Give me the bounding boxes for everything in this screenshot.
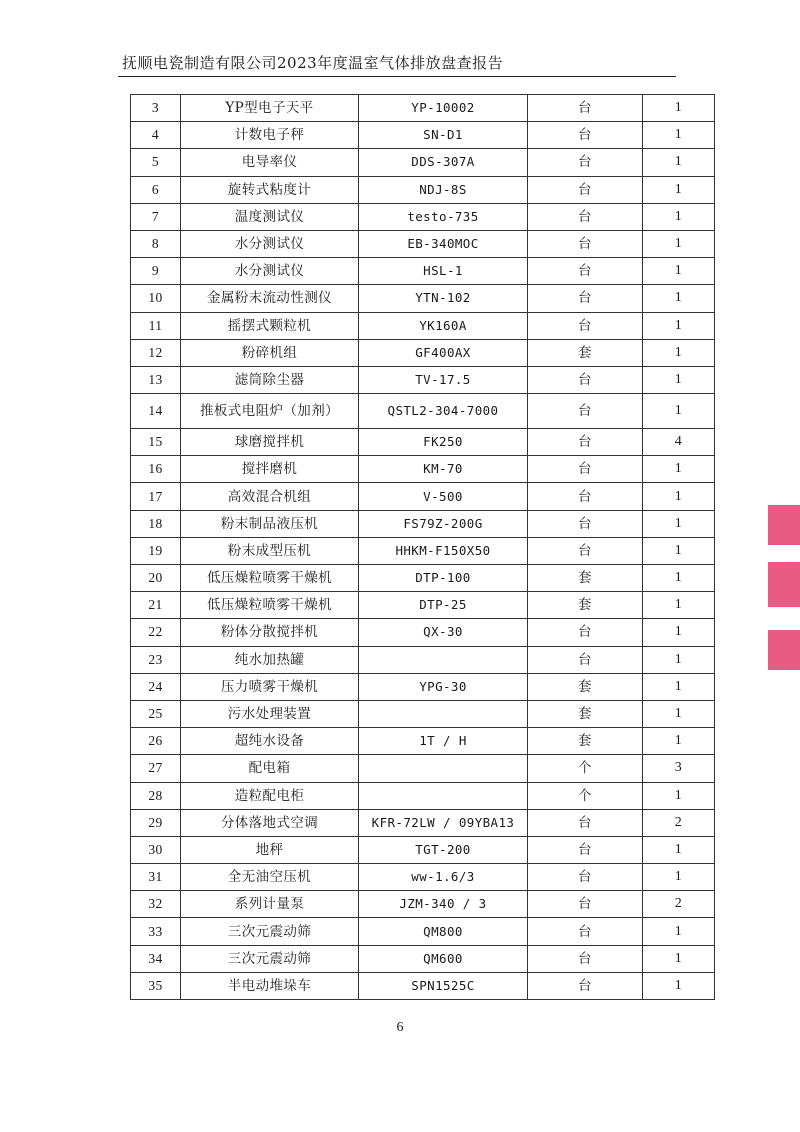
equipment-quantity: 1 xyxy=(643,619,715,646)
equipment-quantity: 1 xyxy=(643,366,715,393)
equipment-unit: 套 xyxy=(528,728,643,755)
table-row xyxy=(131,122,715,149)
header-divider xyxy=(118,76,676,77)
equipment-unit: 台 xyxy=(528,394,643,429)
row-number: 4 xyxy=(131,122,181,149)
row-number: 15 xyxy=(131,429,181,456)
equipment-name: 粉碎机组 xyxy=(181,339,359,366)
equipment-model: YP-10002 xyxy=(359,95,528,122)
equipment-model: FS79Z-200G xyxy=(359,510,528,537)
equipment-quantity: 1 xyxy=(643,203,715,230)
equipment-name: 高效混合机组 xyxy=(181,483,359,510)
equipment-model: V-500 xyxy=(359,483,528,510)
equipment-unit: 台 xyxy=(528,619,643,646)
equipment-quantity: 1 xyxy=(643,864,715,891)
equipment-name: 地秤 xyxy=(181,836,359,863)
table-row xyxy=(131,285,715,312)
equipment-name: 全无油空压机 xyxy=(181,864,359,891)
equipment-unit: 台 xyxy=(528,95,643,122)
equipment-model: JZM-340 / 3 xyxy=(359,891,528,918)
table-row xyxy=(131,891,715,918)
equipment-model: SPN1525C xyxy=(359,972,528,999)
equipment-name: 搅拌磨机 xyxy=(181,456,359,483)
row-number: 9 xyxy=(131,258,181,285)
row-number: 7 xyxy=(131,203,181,230)
table-row xyxy=(131,230,715,257)
row-number: 32 xyxy=(131,891,181,918)
table-row xyxy=(131,782,715,809)
table-row xyxy=(131,972,715,999)
table-row xyxy=(131,945,715,972)
table-row xyxy=(131,836,715,863)
equipment-name: 金属粉末流动性测仪 xyxy=(181,285,359,312)
equipment-quantity: 1 xyxy=(643,339,715,366)
equipment-unit: 台 xyxy=(528,456,643,483)
equipment-name: 配电箱 xyxy=(181,755,359,782)
table-row xyxy=(131,565,715,592)
row-number: 21 xyxy=(131,592,181,619)
equipment-model: HSL-1 xyxy=(359,258,528,285)
equipment-unit: 个 xyxy=(528,782,643,809)
equipment-model: YK160A xyxy=(359,312,528,339)
equipment-model xyxy=(359,755,528,782)
equipment-model: SN-D1 xyxy=(359,122,528,149)
equipment-name: 半电动堆垛车 xyxy=(181,972,359,999)
row-number: 24 xyxy=(131,673,181,700)
row-number: 10 xyxy=(131,285,181,312)
table-row xyxy=(131,700,715,727)
equipment-quantity: 1 xyxy=(643,230,715,257)
equipment-unit: 台 xyxy=(528,809,643,836)
row-number: 31 xyxy=(131,864,181,891)
table-row xyxy=(131,429,715,456)
equipment-quantity: 1 xyxy=(643,945,715,972)
equipment-unit: 套 xyxy=(528,700,643,727)
equipment-unit: 套 xyxy=(528,673,643,700)
equipment-model: YPG-30 xyxy=(359,673,528,700)
equipment-model: QX-30 xyxy=(359,619,528,646)
equipment-name: 纯水加热罐 xyxy=(181,646,359,673)
equipment-model: KFR-72LW / 09YBA13 xyxy=(359,809,528,836)
equipment-name: 粉体分散搅拌机 xyxy=(181,619,359,646)
red-seal-fragment-1 xyxy=(768,505,800,545)
equipment-quantity: 1 xyxy=(643,565,715,592)
equipment-unit: 台 xyxy=(528,483,643,510)
table-row xyxy=(131,619,715,646)
equipment-name: 污水处理装置 xyxy=(181,700,359,727)
table-row xyxy=(131,203,715,230)
equipment-quantity: 1 xyxy=(643,537,715,564)
table-row xyxy=(131,592,715,619)
equipment-name: 低压燥粒喷雾干燥机 xyxy=(181,565,359,592)
row-number: 17 xyxy=(131,483,181,510)
equipment-quantity: 1 xyxy=(643,836,715,863)
equipment-unit: 台 xyxy=(528,149,643,176)
equipment-name: 三次元震动筛 xyxy=(181,945,359,972)
equipment-model: QM800 xyxy=(359,918,528,945)
row-number: 29 xyxy=(131,809,181,836)
equipment-model: QSTL2-304-7000 xyxy=(359,394,528,429)
equipment-model: testo-735 xyxy=(359,203,528,230)
equipment-model: TGT-200 xyxy=(359,836,528,863)
equipment-model: HHKM-F150X50 xyxy=(359,537,528,564)
row-number: 33 xyxy=(131,918,181,945)
equipment-name: 系列计量泵 xyxy=(181,891,359,918)
equipment-quantity: 1 xyxy=(643,122,715,149)
equipment-quantity: 1 xyxy=(643,483,715,510)
table-row xyxy=(131,809,715,836)
table-row xyxy=(131,483,715,510)
equipment-model: FK250 xyxy=(359,429,528,456)
equipment-name: 电导率仪 xyxy=(181,149,359,176)
equipment-unit: 台 xyxy=(528,258,643,285)
equipment-unit: 台 xyxy=(528,918,643,945)
equipment-name: 水分测试仪 xyxy=(181,230,359,257)
equipment-unit: 套 xyxy=(528,565,643,592)
equipment-quantity: 1 xyxy=(643,700,715,727)
row-number: 20 xyxy=(131,565,181,592)
equipment-quantity: 2 xyxy=(643,891,715,918)
row-number: 22 xyxy=(131,619,181,646)
equipment-quantity: 1 xyxy=(643,456,715,483)
equipment-model xyxy=(359,646,528,673)
equipment-name: 温度测试仪 xyxy=(181,203,359,230)
equipment-quantity: 1 xyxy=(643,972,715,999)
table-row xyxy=(131,646,715,673)
table-row xyxy=(131,755,715,782)
equipment-name: 三次元震动筛 xyxy=(181,918,359,945)
row-number: 6 xyxy=(131,176,181,203)
equipment-name: 分体落地式空调 xyxy=(181,809,359,836)
equipment-quantity: 1 xyxy=(643,728,715,755)
row-number: 19 xyxy=(131,537,181,564)
equipment-name: 水分测试仪 xyxy=(181,258,359,285)
table-row xyxy=(131,456,715,483)
row-number: 14 xyxy=(131,394,181,429)
equipment-name: 低压燥粒喷雾干燥机 xyxy=(181,592,359,619)
equipment-name: 超纯水设备 xyxy=(181,728,359,755)
report-header: 抚顺电瓷制造有限公司2023年度温室气体排放盘查报告 xyxy=(122,54,504,72)
equipment-name: 旋转式粘度计 xyxy=(181,176,359,203)
equipment-model: DDS-307A xyxy=(359,149,528,176)
equipment-model: QM600 xyxy=(359,945,528,972)
equipment-unit: 台 xyxy=(528,203,643,230)
page-number: 6 xyxy=(396,1020,404,1035)
table-row xyxy=(131,728,715,755)
row-number: 16 xyxy=(131,456,181,483)
table-row xyxy=(131,510,715,537)
equipment-quantity: 1 xyxy=(643,782,715,809)
equipment-table xyxy=(130,94,715,1000)
row-number: 25 xyxy=(131,700,181,727)
equipment-name: 推板式电阻炉（加剂） xyxy=(181,394,359,429)
red-seal-fragment-2 xyxy=(768,562,800,607)
table-row xyxy=(131,918,715,945)
row-number: 5 xyxy=(131,149,181,176)
equipment-unit: 台 xyxy=(528,537,643,564)
equipment-quantity: 1 xyxy=(643,673,715,700)
table-row xyxy=(131,176,715,203)
equipment-unit: 台 xyxy=(528,230,643,257)
row-number: 11 xyxy=(131,312,181,339)
equipment-quantity: 1 xyxy=(643,394,715,429)
equipment-unit: 个 xyxy=(528,755,643,782)
equipment-table-body xyxy=(131,95,715,1000)
table-row xyxy=(131,95,715,122)
equipment-unit: 台 xyxy=(528,945,643,972)
equipment-quantity: 2 xyxy=(643,809,715,836)
equipment-unit: 台 xyxy=(528,176,643,203)
table-row xyxy=(131,673,715,700)
equipment-unit: 套 xyxy=(528,339,643,366)
row-number: 8 xyxy=(131,230,181,257)
row-number: 35 xyxy=(131,972,181,999)
equipment-name: 球磨搅拌机 xyxy=(181,429,359,456)
equipment-quantity: 4 xyxy=(643,429,715,456)
equipment-quantity: 3 xyxy=(643,755,715,782)
equipment-model xyxy=(359,700,528,727)
equipment-unit: 台 xyxy=(528,836,643,863)
equipment-quantity: 1 xyxy=(643,95,715,122)
equipment-name: 计数电子秤 xyxy=(181,122,359,149)
equipment-unit: 套 xyxy=(528,592,643,619)
row-number: 3 xyxy=(131,95,181,122)
equipment-model: YTN-102 xyxy=(359,285,528,312)
equipment-model xyxy=(359,782,528,809)
equipment-model: DTP-100 xyxy=(359,565,528,592)
equipment-quantity: 1 xyxy=(643,176,715,203)
equipment-quantity: 1 xyxy=(643,285,715,312)
table-row xyxy=(131,537,715,564)
table-row xyxy=(131,394,715,429)
equipment-name: 粉末成型压机 xyxy=(181,537,359,564)
equipment-unit: 台 xyxy=(528,312,643,339)
equipment-quantity: 1 xyxy=(643,646,715,673)
equipment-quantity: 1 xyxy=(643,918,715,945)
equipment-model: GF400AX xyxy=(359,339,528,366)
equipment-name: 摇摆式颗粒机 xyxy=(181,312,359,339)
equipment-model: EB-340MOC xyxy=(359,230,528,257)
equipment-model: ww-1.6/3 xyxy=(359,864,528,891)
equipment-name: 造粒配电柜 xyxy=(181,782,359,809)
equipment-model: KM-70 xyxy=(359,456,528,483)
equipment-unit: 台 xyxy=(528,972,643,999)
table-row xyxy=(131,864,715,891)
equipment-unit: 台 xyxy=(528,646,643,673)
equipment-quantity: 1 xyxy=(643,258,715,285)
equipment-quantity: 1 xyxy=(643,592,715,619)
row-number: 34 xyxy=(131,945,181,972)
equipment-unit: 台 xyxy=(528,510,643,537)
row-number: 18 xyxy=(131,510,181,537)
equipment-name: YP型电子天平 xyxy=(181,95,359,122)
equipment-unit: 台 xyxy=(528,285,643,312)
equipment-model: DTP-25 xyxy=(359,592,528,619)
row-number: 23 xyxy=(131,646,181,673)
equipment-quantity: 1 xyxy=(643,149,715,176)
equipment-unit: 台 xyxy=(528,429,643,456)
equipment-name: 压力喷雾干燥机 xyxy=(181,673,359,700)
table-row xyxy=(131,149,715,176)
table-row xyxy=(131,312,715,339)
row-number: 27 xyxy=(131,755,181,782)
equipment-model: NDJ-8S xyxy=(359,176,528,203)
equipment-unit: 台 xyxy=(528,122,643,149)
equipment-name: 滤筒除尘器 xyxy=(181,366,359,393)
table-row xyxy=(131,339,715,366)
equipment-model: 1T / H xyxy=(359,728,528,755)
row-number: 26 xyxy=(131,728,181,755)
equipment-unit: 台 xyxy=(528,366,643,393)
equipment-unit: 台 xyxy=(528,864,643,891)
row-number: 13 xyxy=(131,366,181,393)
table-row xyxy=(131,258,715,285)
row-number: 28 xyxy=(131,782,181,809)
row-number: 12 xyxy=(131,339,181,366)
equipment-unit: 台 xyxy=(528,891,643,918)
equipment-quantity: 1 xyxy=(643,510,715,537)
equipment-model: TV-17.5 xyxy=(359,366,528,393)
red-seal-fragment-3 xyxy=(768,630,800,670)
table-row xyxy=(131,366,715,393)
equipment-name: 粉末制品液压机 xyxy=(181,510,359,537)
row-number: 30 xyxy=(131,836,181,863)
equipment-quantity: 1 xyxy=(643,312,715,339)
